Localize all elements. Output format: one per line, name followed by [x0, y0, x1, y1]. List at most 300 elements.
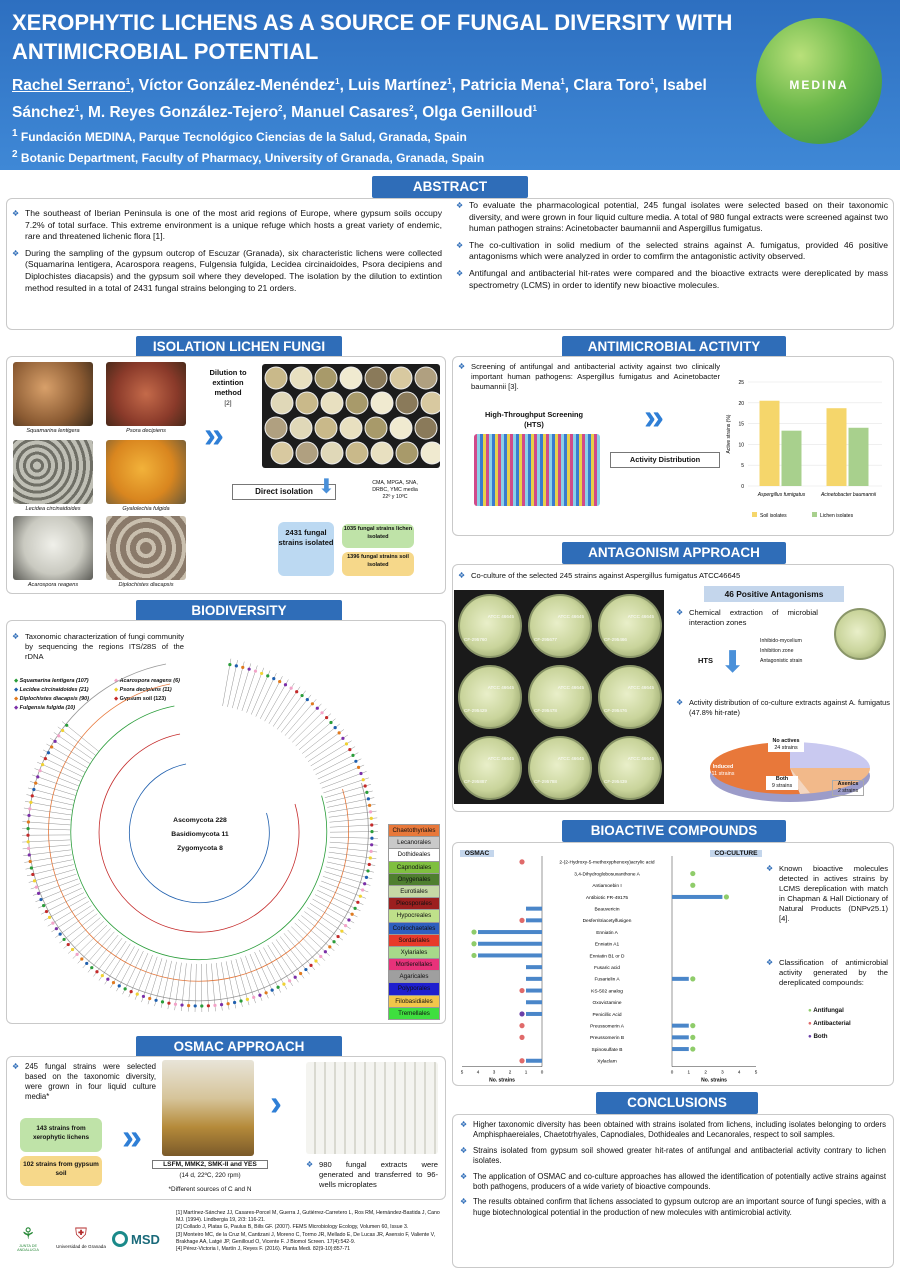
tree-tip-dot — [37, 892, 40, 895]
media-note: *Different sources of C and N — [168, 1186, 252, 1193]
biodiversity-heading: BIODIVERSITY — [136, 600, 342, 622]
conclusion-item: ❖ The results obtained confirm that lichens associated to gypsum outcrop are an important source of fungi species, with a huge biotechnological potential in the production of new molecules with antimicrobial activity. — [460, 1197, 886, 1218]
lichen-photo-5 — [13, 516, 93, 580]
tree-tip-dot — [332, 940, 335, 943]
tree-tip-dot — [340, 930, 343, 933]
coculture-activity-dot — [724, 894, 729, 899]
osmac-tick: 0 — [540, 1069, 544, 1075]
tree-tip-dot — [39, 898, 42, 901]
order-legend-item: Xylariales — [388, 947, 440, 959]
tree-tip-dot — [55, 927, 58, 930]
tree-tip-dot — [341, 737, 344, 740]
tree-tip-dot — [106, 978, 109, 981]
osmac-activity-dot — [471, 929, 476, 934]
coculture-activity-dot — [690, 976, 695, 981]
tree-tip-dot — [258, 994, 261, 997]
tree-tip-dot — [338, 731, 341, 734]
lichen-photo-2 — [106, 362, 186, 426]
tree-tip-dot — [235, 664, 238, 667]
osmac-activity-dot — [519, 1035, 524, 1040]
coculture-activity-dot — [690, 883, 695, 888]
tree-tip-dot — [362, 778, 365, 781]
isolation-plate — [315, 367, 337, 389]
diamond-icon: ◆ — [114, 678, 120, 684]
dot-icon: ● — [808, 1007, 814, 1014]
coculture-tick: 2 — [704, 1069, 707, 1075]
compound-label: Oxovictamine — [592, 1001, 622, 1007]
ugr-logo: ⛨ Universidad de Granada — [56, 1226, 106, 1249]
osmac-activity-dot — [519, 1023, 524, 1028]
x-tick-label: Aspergillus fumigatus — [757, 492, 806, 498]
tree-tip-dot — [85, 962, 88, 965]
isolation-plate — [340, 367, 362, 389]
coculture-activity: ❖ Activity distribution of co-culture extracts against A. fumigatus (47.8% hit-rate) — [676, 698, 890, 723]
source-legend-item: ◆ Gypsum soil (123) — [114, 696, 167, 702]
tree-tip-dot — [290, 687, 293, 690]
author-name: Víctor González-Menéndez$^1$ — [138, 77, 340, 95]
tree-tip-dot — [347, 918, 350, 921]
lichen-photo-6 — [106, 516, 186, 580]
isolation-plate — [340, 417, 362, 439]
bar — [760, 401, 780, 486]
tree-tip-dot — [41, 763, 44, 766]
osmac-activity-dot — [519, 859, 524, 864]
tree-tip-dot — [47, 751, 50, 754]
tree-tip-dot — [266, 674, 269, 677]
chevron-right-icon: » — [204, 414, 225, 455]
tree-tip-dot — [359, 772, 362, 775]
x-tick-label: Acinetobacter baumannii — [820, 492, 877, 498]
author-name: Clara Toro$^1$ — [573, 77, 655, 95]
tree-tip-dot — [254, 670, 257, 673]
tree-tip-dot — [51, 922, 54, 925]
tree-tip-dot — [271, 989, 274, 992]
tree-tip-dot — [356, 901, 359, 904]
gypsum-badge: 102 strains from gypsum soil — [20, 1156, 102, 1186]
soil-strains-badge: 1396 fungal strains soil isolated — [342, 552, 414, 576]
plate-label-top: ATCC 46645 — [487, 614, 514, 619]
isolation-plate — [315, 417, 337, 439]
legend-label: Lichen isolates — [820, 513, 854, 519]
compound-label: Antiamoebin I — [592, 884, 622, 890]
coculture-activity-dot — [690, 871, 695, 876]
tree-tip-dot — [361, 888, 364, 891]
order-legend-item: Eurotiales — [388, 886, 440, 898]
source-legend-item: ◆ Psora decipiens (11) — [114, 687, 172, 693]
tree-tip-dot — [351, 754, 354, 757]
tree-tip-dot — [365, 876, 368, 879]
compound-label: Preussomerin B — [589, 1036, 625, 1042]
known-molecules: ❖ Known bioactive molecules detected in actives strains by LCMS dereplication with match in Chapman & Hall Dictionary of Natural Products (DNPv25.1) [4]. — [766, 864, 888, 929]
tree-tip-dot — [112, 981, 115, 984]
coculture-tick: 1 — [687, 1069, 691, 1075]
osmac-activity-dot — [519, 918, 524, 923]
tree-tip-dot — [325, 716, 328, 719]
interaction-plate — [834, 608, 886, 660]
compound-label: Spinosulfate B — [591, 1047, 623, 1053]
coculture-tick: 5 — [754, 1069, 758, 1075]
tree-tip-dot — [36, 775, 39, 778]
coculture-plate — [598, 665, 662, 729]
coculture-label: CO-CULTURE — [710, 850, 762, 857]
isolation-plate — [371, 442, 393, 464]
y-tick-label: 10 — [738, 442, 744, 449]
compound-label: Desferritriacetylfusigen — [582, 919, 632, 925]
bar — [782, 431, 802, 486]
tree-tip-dot — [59, 933, 62, 936]
osmac-label: OSMAC — [460, 850, 494, 857]
pie-label-both: Both 9 strains — [766, 776, 798, 790]
tree-tip-dot — [29, 860, 32, 863]
dot-icon: ● — [808, 1033, 814, 1040]
tree-tip-dot — [45, 910, 48, 913]
order-legend-item: Pleosporales — [388, 898, 440, 910]
poster-title: XEROPHYTIC LICHENS AS A SOURCE OF FUNGAL DIVERSITY WITH ANTIMICROBIAL POTENTIAL — [12, 10, 733, 64]
tree-tip-dot — [370, 843, 373, 846]
tree-tip-dot — [28, 807, 31, 810]
conclusion-item: ❖ Strains isolated from gypsum soil showed greater hit-rates of antifungal and antibacterial activity contrary to lichen isolates. — [460, 1146, 886, 1167]
osmac-activity-dot — [519, 988, 524, 993]
osmac-tick: 1 — [524, 1069, 528, 1075]
isolation-plate — [390, 367, 412, 389]
diamond-icon: ◆ — [114, 687, 120, 693]
coculture-plates — [454, 590, 664, 804]
tree-tip-dot — [213, 1004, 216, 1007]
tree-tip-dot — [50, 745, 53, 748]
tree-tip-dot — [167, 1002, 170, 1005]
tree-tip-dot — [311, 702, 314, 705]
diamond-icon: ◆ — [14, 696, 20, 702]
order-legend-item: Filobasidiales — [388, 996, 440, 1008]
lichen-photo-3 — [13, 440, 93, 504]
compound-label: Enniatin A — [596, 930, 618, 936]
culture-conditions: (14 d, 22ºC, 220 rpm) — [179, 1172, 241, 1179]
tree-tip-dot — [367, 797, 370, 800]
tree-tip-dot — [148, 997, 151, 1000]
microplates-photo — [306, 1062, 438, 1154]
tree-tip-dot — [26, 834, 29, 837]
osmac-bar — [478, 942, 542, 946]
order-legend — [388, 824, 440, 1020]
osmac-bar — [526, 965, 542, 969]
source-legend-item: ◆ Squamarina lentigera (107) — [14, 678, 89, 684]
tree-tip-dot — [329, 721, 332, 724]
order-legend-item: Agaricales — [388, 971, 440, 983]
plate-label-bottom: CF-295476 — [604, 708, 627, 713]
tree-tip-dot — [260, 672, 263, 675]
lichen-caption-2: Psora decipiens — [126, 428, 166, 434]
isolation-plate — [265, 367, 287, 389]
tree-tip-dot — [264, 991, 267, 994]
order-legend-item: Coniochaetales — [388, 923, 440, 935]
coculture-plate — [598, 736, 662, 800]
coculture-activity-dot — [690, 1046, 695, 1051]
antagonism-text: ❖ Co-culture of the selected 245 strains against Aspergillus fumigatus ATCC46645 — [458, 570, 878, 587]
coculture-activity-dot — [690, 1035, 695, 1040]
tree-tip-dot — [354, 760, 357, 763]
conclusions-heading: CONCLUSIONS — [596, 1092, 758, 1114]
bar — [849, 428, 869, 486]
isolation-plate — [271, 392, 293, 414]
tree-tip-dot — [316, 707, 319, 710]
tree-tip-dot — [194, 1004, 197, 1007]
abstract-p5: ❖ Antifungal and antibacterial hit-rates were compared and the bioactive extracts were dereplicated by mass spectrometry (LCMS) in order to identify new bioactive molecules. — [456, 268, 888, 291]
coculture-bar — [672, 977, 689, 981]
tree-tip-dot — [67, 943, 70, 946]
coculture-axis-label: No. strains — [701, 1077, 727, 1082]
activity-distribution-label: Activity Distribution — [610, 452, 720, 468]
tree-tip-dot — [48, 916, 51, 919]
osmac-bar — [526, 907, 542, 911]
antimicrobial-text: ❖ Screening of antifungal and antibacterial activity against two clinically important human pathogens: Aspergillus fumigatus and Acinetobacter baumannii [3]. — [458, 362, 720, 397]
isolation-plate — [321, 442, 343, 464]
isolation-plate — [365, 417, 387, 439]
osmac-activity-dot — [471, 941, 476, 946]
hts-plates-photo — [474, 434, 600, 506]
tree-tip-dot — [294, 976, 297, 979]
plate-label-top: ATCC 46645 — [557, 685, 584, 690]
xerophytic-badge: 143 strains from xerophytic lichens — [20, 1118, 102, 1152]
tree-tip-dot — [26, 827, 29, 830]
coculture-activity-dot — [690, 1023, 695, 1028]
tree-tip-dot — [364, 784, 367, 787]
tree-tip-dot — [200, 1004, 203, 1007]
tree-tip-dot — [284, 683, 287, 686]
tree-tip-dot — [180, 1003, 183, 1006]
osmac-bar — [478, 930, 542, 934]
osmac-tick: 5 — [460, 1069, 464, 1075]
plate-label-top: ATCC 46645 — [487, 685, 514, 690]
osmac-bar — [478, 953, 542, 957]
osmac-bar — [526, 1059, 542, 1063]
tree-tip-dot — [369, 810, 372, 813]
lichen-caption-4: Gyalolechia fulgida — [122, 506, 170, 512]
abstract-p4: ❖ The co-cultivation in solid medium of the selected strains against A. fumigatus, provided 46 positive antagonisms which were analyzed in order to comfirm the antagonistic activity observed. — [456, 240, 888, 263]
compound-label: Antibiotic FR-49175 — [585, 895, 629, 901]
isolation-heading: ISOLATION LICHEN FUNGI — [136, 336, 342, 358]
msd-icon — [112, 1231, 128, 1247]
author-name: M. Reyes González-Tejero$^2$ — [87, 104, 283, 122]
bar — [827, 408, 847, 486]
tree-tip-dot — [161, 1000, 164, 1003]
osmac-heading: OSMAC APPROACH — [136, 1036, 342, 1058]
pie-label-axenics: Axenics 2 strains — [832, 780, 864, 796]
extracts-text: ❖ 980 fungal extracts were generated and transferred to 96-wells microplates — [306, 1160, 438, 1195]
order-legend-item: Onygenales — [388, 874, 440, 886]
isolation-plate — [271, 442, 293, 464]
tree-tip-dot — [345, 742, 348, 745]
tree-tip-dot — [370, 837, 373, 840]
coculture-bar — [672, 1035, 689, 1039]
tree-tip-dot — [299, 972, 302, 975]
coculture-plate — [458, 665, 522, 729]
source-legend-item: ◆ Fulgensia fulgida (10) — [14, 705, 76, 711]
compound-label: Beauvericin — [594, 907, 620, 913]
junta-logo: ⚘ JUNTA DE ANDALUCIA — [17, 1226, 39, 1252]
author-list: Rachel Serrano$^1$, Víctor González-Menéndez$^1$, Luis Martínez$^1$, Patricia Mena$^1$, Clara Toro$^1$, Isabel Sánchez$^1$, M. Reyes González-Tejero$^2$, Manuel Casares$^2$, Olga Genilloud$^1$ — [12, 77, 707, 122]
coculture-plate — [528, 594, 592, 658]
chevron-right-icon: » — [122, 1116, 143, 1157]
tree-tip-dot — [300, 694, 303, 697]
plate-label-top: ATCC 46645 — [627, 685, 654, 690]
isolation-plate — [346, 442, 368, 464]
plate-label-top: ATCC 46645 — [557, 614, 584, 619]
classification-text: ❖ Classification of antimicrobial activity generated by the dereplicated compounds: — [766, 958, 888, 993]
plates-grid — [262, 364, 440, 468]
media-label: CMA, MPGA, SNA, DRBC, YMC media 22º y 10ºC — [372, 480, 418, 500]
biodiversity-text: ❖ Taxonomic characterization of fungi community by sequencing the regions ITS/28S of the rDNA — [12, 632, 184, 667]
tree-tip-dot — [228, 663, 231, 666]
tree-tip-dot — [27, 820, 30, 823]
tree-tip-dot — [278, 680, 281, 683]
osmac-tick: 4 — [476, 1069, 480, 1075]
author-name: Patricia Mena$^1$ — [460, 77, 565, 95]
compound-label: Enniatin A1 — [594, 942, 620, 948]
diamond-icon: ◆ — [14, 678, 20, 684]
tree-tip-dot — [288, 979, 291, 982]
compound-label: Fusaric acid — [594, 965, 620, 971]
tree-tip-dot — [95, 970, 98, 973]
zone-labels: Inhibido-mycelium Inhibition zone Antagonistic strain — [760, 638, 803, 664]
conclusions-list — [460, 1120, 886, 1223]
phyla-labels: Ascomycota 228 Basidiomycota 11 Zygomycota 8 — [171, 817, 229, 852]
chevron-right-icon: › — [270, 1082, 282, 1123]
tree-tip-dot — [354, 907, 357, 910]
msd-logo: MSD — [112, 1228, 170, 1250]
coculture-bar — [672, 1047, 689, 1051]
tree-tip-dot — [71, 948, 74, 951]
tree-tip-dot — [309, 964, 312, 967]
activity-legend-item: ● Both — [808, 1033, 828, 1040]
tree-tip-dot — [130, 990, 133, 993]
osmac-bar — [526, 989, 542, 993]
coculture-plate — [458, 594, 522, 658]
antimicrobial-heading: ANTIMICROBIAL ACTIVITY — [562, 336, 786, 358]
total-strains-badge: 2431 fungal strains isolated — [278, 522, 334, 576]
order-legend-item: Lecanorales — [388, 837, 440, 849]
isolation-plate — [421, 392, 440, 414]
lichen-photo-1 — [13, 362, 93, 426]
compound-label: 3,4-Dihydroglobosuxanthone A — [574, 872, 640, 878]
isolation-plate — [390, 417, 412, 439]
tree-tip-dot — [233, 1001, 236, 1004]
tree-tip-dot — [187, 1004, 190, 1007]
osmac-text: ❖ 245 fungal strains were selected based on the taxonomic diversity, were grown in four liquid culture media* — [12, 1062, 156, 1107]
tree-tip-dot — [239, 999, 242, 1002]
tree-tip-dot — [90, 966, 93, 969]
tree-tip-dot — [154, 999, 157, 1002]
diamond-icon: ◆ — [14, 687, 20, 693]
tree-tip-dot — [33, 879, 36, 882]
tree-tip-dot — [363, 882, 366, 885]
tree-tip-dot — [252, 996, 255, 999]
coculture-tick: 4 — [737, 1069, 741, 1075]
lichen-caption-3: Lecidea circinaidoides — [25, 506, 81, 512]
compound-label: Enniatin B1 or D — [589, 954, 625, 960]
media-names: LSFM, MMK2, SMK-II and YES — [152, 1160, 268, 1169]
pie-label-induced: Induced 11 strains — [711, 764, 735, 777]
isolation-plate — [415, 367, 437, 389]
tree-tip-dot — [42, 904, 45, 907]
tree-tip-dot — [370, 850, 373, 853]
plate-label-bottom: CF-295788 — [534, 779, 557, 784]
activity-legend-item: ● Antifungal — [808, 1007, 844, 1014]
activity-legend-item: ● Antibacterial — [808, 1020, 851, 1027]
isolation-plate — [365, 367, 387, 389]
isolation-plate — [290, 367, 312, 389]
tree-tip-dot — [31, 794, 34, 797]
coculture-plate — [458, 736, 522, 800]
y-tick-label: 25 — [738, 380, 744, 386]
tree-tip-dot — [246, 998, 249, 1001]
isolation-plate — [421, 442, 440, 464]
coculture-bar — [672, 1024, 689, 1028]
isolation-plate — [371, 392, 393, 414]
author-name: Rachel Serrano$^1$ — [12, 77, 131, 95]
chevron-right-icon: » — [644, 396, 665, 437]
positive-antagonisms: 46 Positive Antagonisms — [704, 586, 844, 602]
isolation-plate — [321, 392, 343, 414]
dilution-label: Dilution to extintion method — [209, 368, 247, 397]
activity-legend — [808, 1004, 888, 1043]
order-legend-item: Capnodiales — [388, 862, 440, 874]
bioactive-heading: BIOACTIVE COMPOUNDS — [562, 820, 786, 842]
tree-tip-dot — [124, 987, 127, 990]
direct-isolation-label: Direct isolation — [232, 484, 336, 500]
hts-step: HTS — [698, 656, 713, 665]
plate-label-top: ATCC 46645 — [487, 756, 514, 761]
author-name: Olga Genilloud$^1$ — [422, 104, 537, 122]
tree-tip-dot — [34, 782, 37, 785]
osmac-activity-dot — [519, 1011, 524, 1016]
tree-tip-dot — [351, 913, 354, 916]
chemical-extraction: ❖ Chemical extraction of microbial interaction zones — [676, 608, 818, 633]
tree-tip-dot — [328, 945, 331, 948]
bioactive-chart — [456, 848, 766, 1082]
arrow-down-icon: ⬇ — [720, 646, 746, 679]
tree-tip-dot — [136, 993, 139, 996]
y-axis-label: Active strains (%) — [726, 414, 732, 454]
plate-label-top: ATCC 46645 — [627, 756, 654, 761]
isolation-plate — [396, 442, 418, 464]
antagonism-heading: ANTAGONISM APPROACH — [562, 542, 786, 564]
plate-label-bottom: CF-295887 — [464, 779, 487, 784]
tree-tip-dot — [65, 724, 68, 727]
coculture-plate — [598, 594, 662, 658]
tree-tip-dot — [370, 817, 373, 820]
tree-tip-dot — [32, 788, 35, 791]
tree-tip-dot — [174, 1003, 177, 1006]
author-name: Isabel Sánchez$^1$ — [12, 77, 707, 122]
plate-label-bottom: CF-295478 — [534, 708, 557, 713]
affiliation-2: Botanic Department, Faculty of Pharmacy, University of Granada, Granada, Spain — [20, 151, 485, 165]
osmac-tick: 3 — [492, 1069, 496, 1075]
tree-tip-dot — [76, 953, 79, 956]
tree-tip-dot — [314, 959, 317, 962]
plate-label-bottom: CF-295466 — [604, 637, 627, 642]
pie-label-no-actives: No actives 24 strains — [768, 738, 804, 752]
tree-tip-dot — [27, 847, 30, 850]
coculture-plate — [528, 665, 592, 729]
isolation-plate — [396, 392, 418, 414]
order-legend-item: Hypocreales — [388, 910, 440, 922]
tree-tip-dot — [207, 1004, 210, 1007]
tree-tip-dot — [53, 740, 56, 743]
tree-tip-dot — [272, 677, 275, 680]
tree-tip-dot — [369, 856, 372, 859]
author-name: Manuel Casares$^2$ — [291, 104, 414, 122]
osmac-bar — [526, 918, 542, 922]
